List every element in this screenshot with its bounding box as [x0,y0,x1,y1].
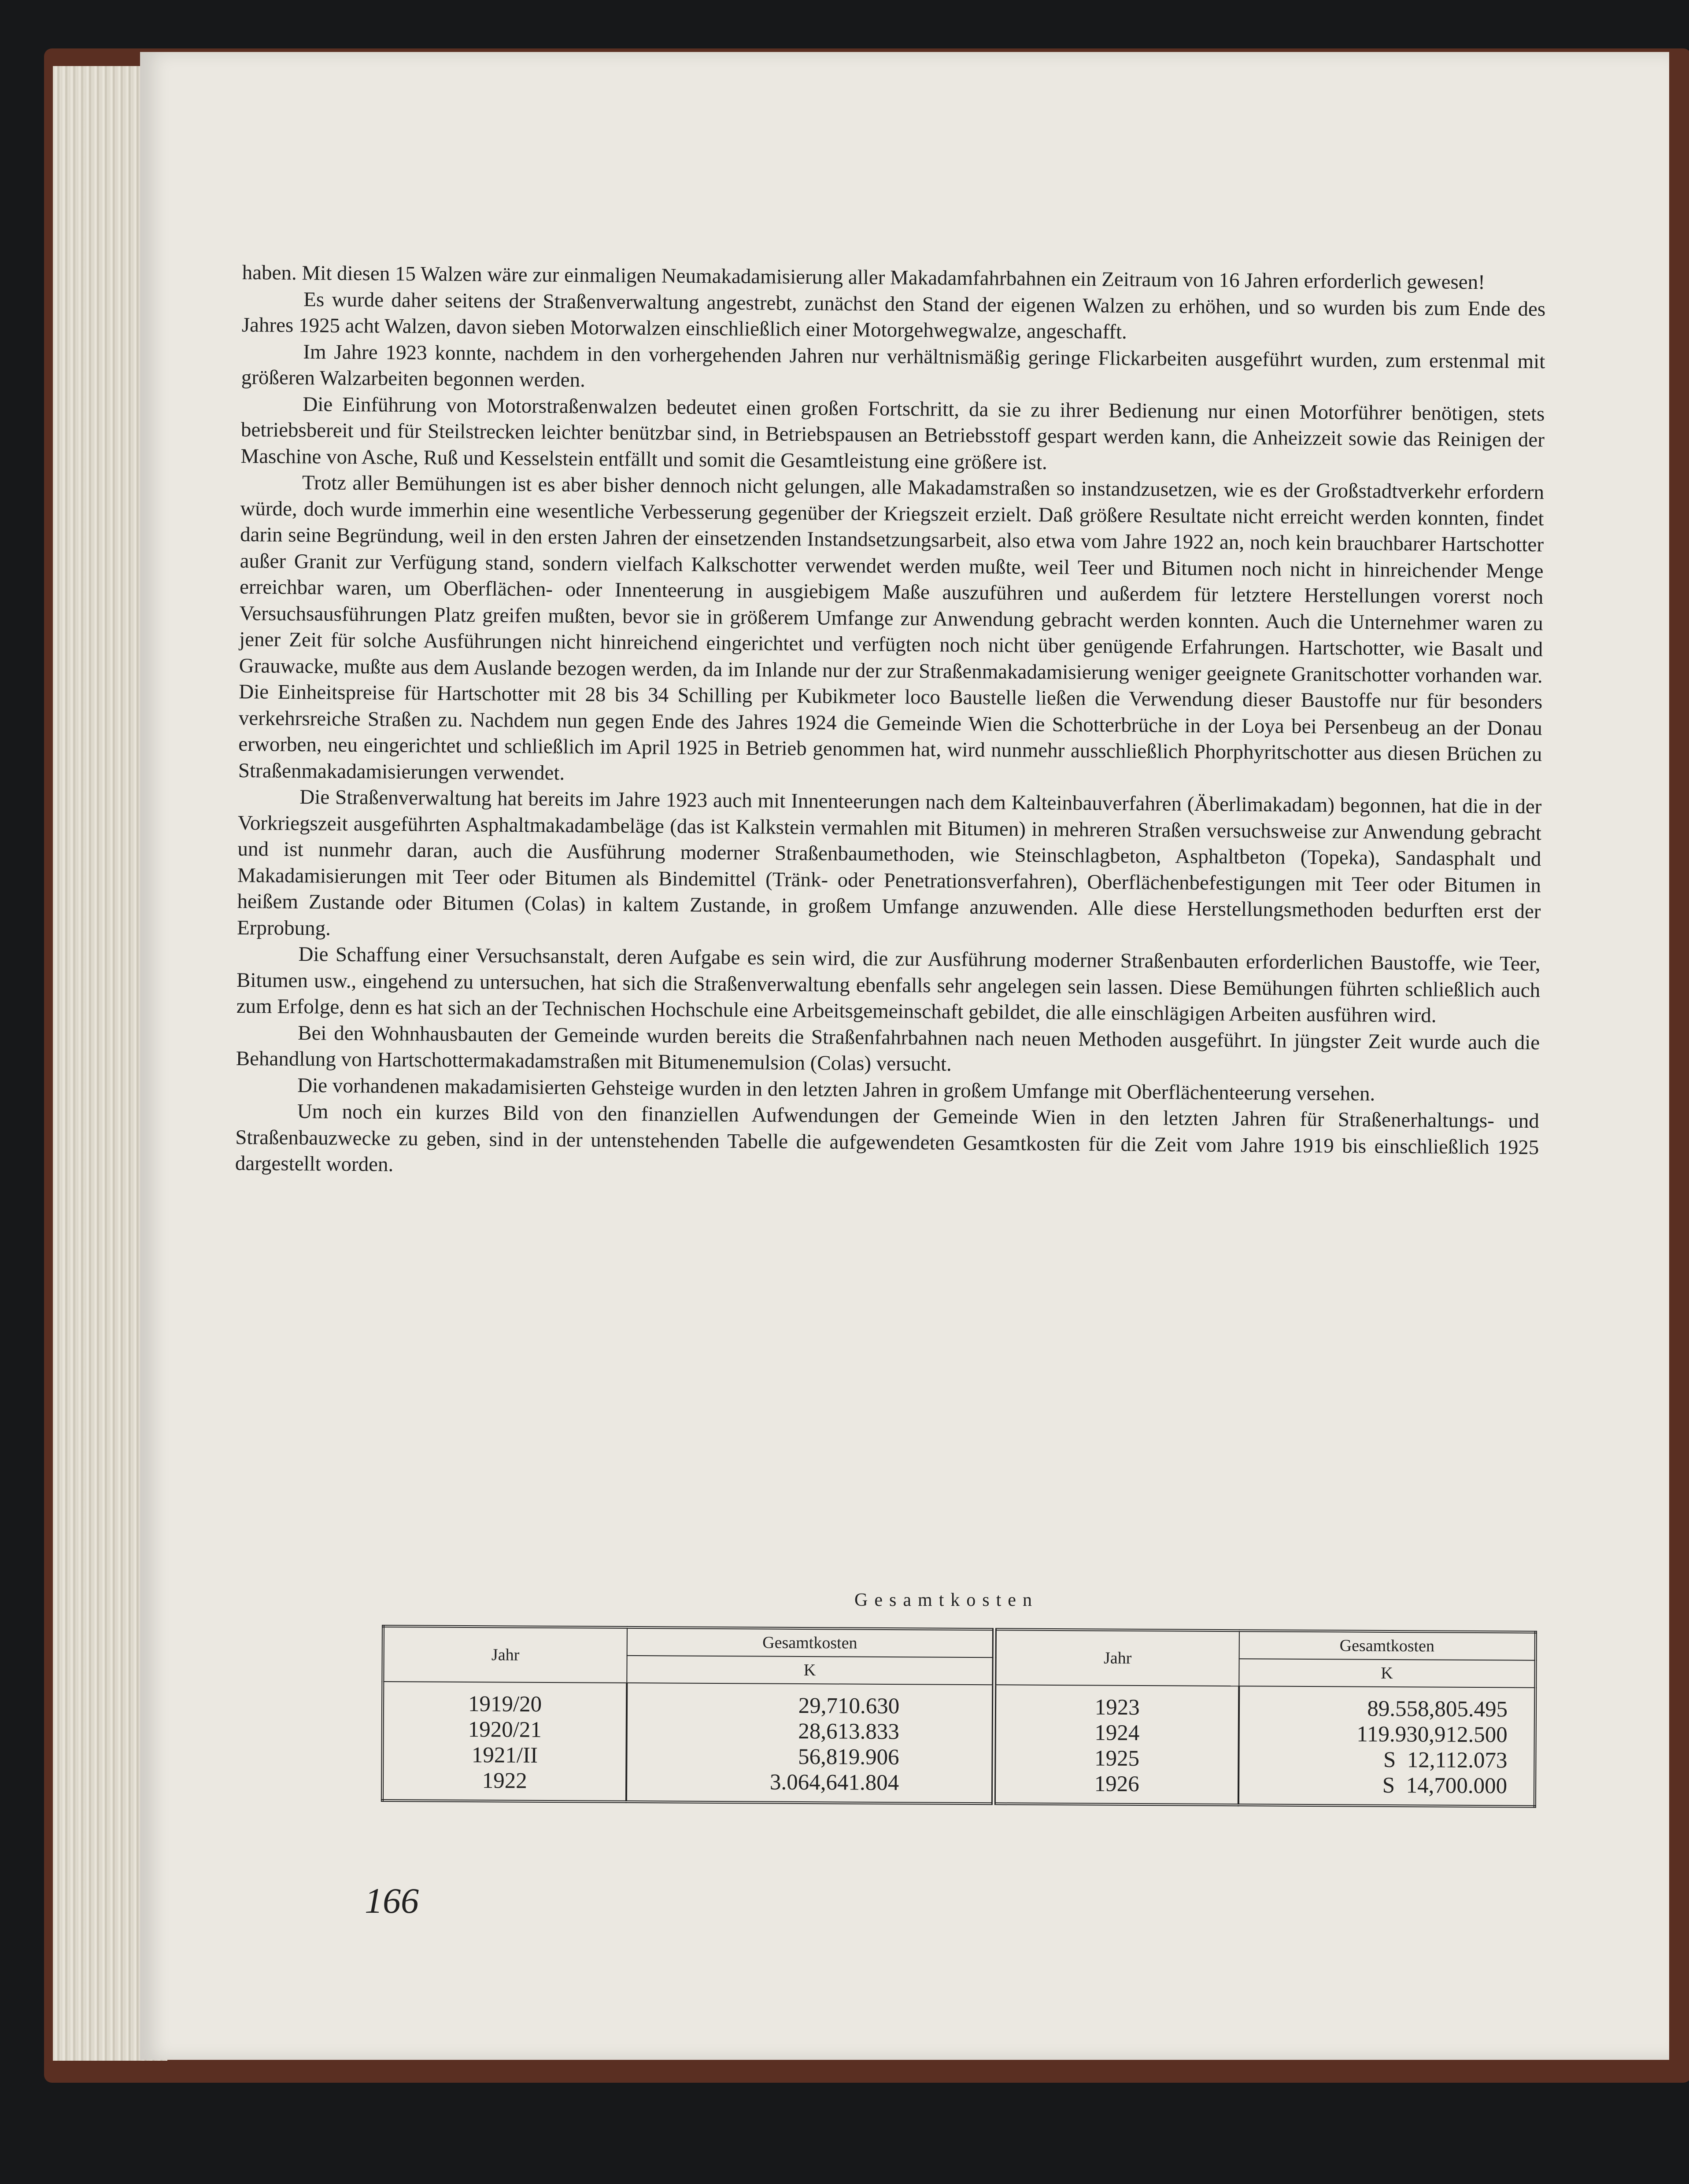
body-text [235,260,1546,1187]
paragraph: Die Einführung von Motorstraßenwalzen bedeutet einen großen Fortschritt, da sie zu ihrer Bedienung nur einen Motorführer benötigen, stets betriebsbereit und für Steilstrecken leichter benützbar sind, in Betriebspausen an Betriebsstoff gespart werden kann, die Anheizzeit sowie das Reinigen der Maschine von Asche, Ruß und Kesselstein entfällt und somit die Gesamtleistung eine größere ist. [240,392,1545,474]
header-year-right: Jahr [994,1629,1239,1686]
paragraph: Es wurde daher seitens der Straßenverwaltung angestrebt, zunächst den Stand der eigenen Walzen zu erhöhen, und so wurden bis zum Ende des Jahres 1925 acht Walzen, davon sieben Motorwalzen einschließlich einer Motorgehwegwalze, angeschafft. [241,288,1546,343]
costs-right: 89.558,805.495 119.930,912.500 S 12,112.073 S 14,700.000 [1238,1686,1535,1807]
paragraph: haben. Mit diesen 15 Walzen wäre zur einmaligen Neumakadamisierung aller Makadamfahrbahnen ein Zeitraum von 16 Jahren erforderlich gewesen! [242,261,1485,294]
years-left: 1919/20 1920/21 1921/II 1922 [382,1682,627,1802]
paragraph: Die Schaffung einer Versuchsanstalt, deren Aufgabe es sein wird, die zur Ausführung moderner Straßenbauten erforderlichen Baustoffe, wie Teer, Bitumen usw., eingehend zu untersuchen, hat sich die Straßenverwaltung ebenfalls sehr angelegen sein lassen. Diese Bemühungen führten schließlich auch zum Erfolge, denn es hat sich an der Technischen Hochschule eine Arbeitsgemeinschaft gebildet, die alle einschlägigen Arbeiten ausführen wird. [236,943,1541,1027]
costs-left: 29,710.630 28,613.833 56,819.906 3.064,641.804 [626,1683,994,1804]
paragraph: Die Straßenverwaltung hat bereits im Jahre 1923 auch mit Innenteerungen nach dem Kalteinbauverfahren (Äberlimakadam) begonnen, hat die in der Vorkriegszeit ausgeführten Asphaltmakadambeläge (das ist Kalkstein vermahlen mit Bitumen) in mehreren Straßen versuchsweise zur Anwendung gebracht und ist nunmehr daran, auch die Ausführung moderner Straßenbaumethoden, wie Steinschlagbeton, Asphaltbeton (Topeka), Sandasphalt und Makadamisierungen mit Teer oder Bitumen als Bindemittel (Tränk- oder Penetrationsverfahren), Oberflächenbefestigungen mit Teer oder Bitumen in heißem Zustande oder Bitumen (Colas) in kaltem Zustande, in großem Umfange anzuwenden. Alle diese Herstellungsmethoden bedurften erst der Erprobung. [237,786,1542,940]
header-unit-left: K [627,1656,994,1685]
paragraph: Die vorhandenen makadamisierten Gehsteige wurden in den letzten Jahren in großem Umfange mit Oberflächenteerung versehen. [297,1074,1375,1105]
table-title: Gesamtkosten [854,1590,1039,1610]
paragraph: Im Jahre 1923 konnte, nachdem in den vorhergehenden Jahren nur verhältnismäßig geringe Flickarbeiten ausgeführt wurden, zum erstenmal mit größeren Walzarbeiten begonnen werden. [241,340,1545,392]
paragraph: Trotz aller Bemühungen ist es aber bisher dennoch nicht gelungen, alle Makadamstraßen so instandzusetzen, wie es der Großstadtverkehr erfordern würde, doch wurde immerhin eine wesentliche Verbesserung gegenüber der Kriegszeit erzielt. Daß größere Resultate nicht erreicht werden konnten, findet darin seine Begründung, weil in den ersten Jahren der einsetzenden Instandsetzungsarbeit, also etwa vom Jahre 1922 an, noch kein brauchbarer Hartschotter außer Granit zur Verfügung stand, sondern vielfach Kalkschotter verwendet werden mußte, weil Teer und Bitumen noch nicht in hinreichender Menge erreichbar waren, um Oberflächen- oder Innenteerung in ausgiebigem Maße auszuführen und außerdem für letztere Herstellungen vorerst noch Versuchsausführungen Platz greifen mußten, bevor sie in größerem Umfange zur Anwendung gebracht werden konnten. Auch die Unternehmer waren zu jener Zeit für solche Ausführungen nicht hinreichend eingerichtet und verfügten noch nicht über genügende Erfahrungen. Hartschotter, wie Basalt und Grauwacke, mußte aus dem Auslande bezogen werden, da im Inlande nur der zur Straßenmakadamisierung weniger geeignete Granitschotter vorhanden war. Die Einheitspreise für Hartschotter mit 28 bis 34 Schilling per Kubikmeter loco Baustelle ließen die Verwendung dieser Baustoffe nur für besonders verkehrsreiche Straßen zu. Nachdem nun gegen Ende des Jahres 1924 die Gemeinde Wien die Schotterbrüche in der Loya bei Persenbeug an der Donau erworben, neu eingerichtet und schließlich im April 1925 in Betrieb genommen hat, wird nunmehr ausschließlich Phorphyritschotter aus diesen Brüchen zu Straßenmakadamisierungen verwendet. [238,471,1545,785]
cost-table [381,1625,1537,1808]
header-unit-right: K [1239,1659,1535,1688]
years-right: 1923 1924 1925 1926 [994,1685,1239,1805]
paragraph: Um noch ein kurzes Bild von den finanziellen Aufwendungen der Gemeinde Wien in den letzten Jahren für Straßenerhaltungs- und Straßenbauzwecke zu geben, sind in der untenstehenden Tabelle die aufgewendeten Gesamtkosten für die Zeit vom Jahre 1919 bis einschließlich 1925 dargestellt worden. [235,1100,1539,1176]
paragraph: Bei den Wohnhausbauten der Gemeinde wurden bereits die Straßenfahrbahnen nach neuen Methoden ausgeführt. In jüngster Zeit wurde auch die Behandlung von Hartschottermakadamstraßen mit Bitumenemulsion (Colas) versucht. [236,1021,1540,1076]
header-cost-left: Gesamtkosten [627,1627,994,1657]
header-year-left: Jahr [383,1626,627,1683]
header-cost-right: Gesamtkosten [1239,1631,1536,1660]
page-number: 166 [365,1881,419,1921]
